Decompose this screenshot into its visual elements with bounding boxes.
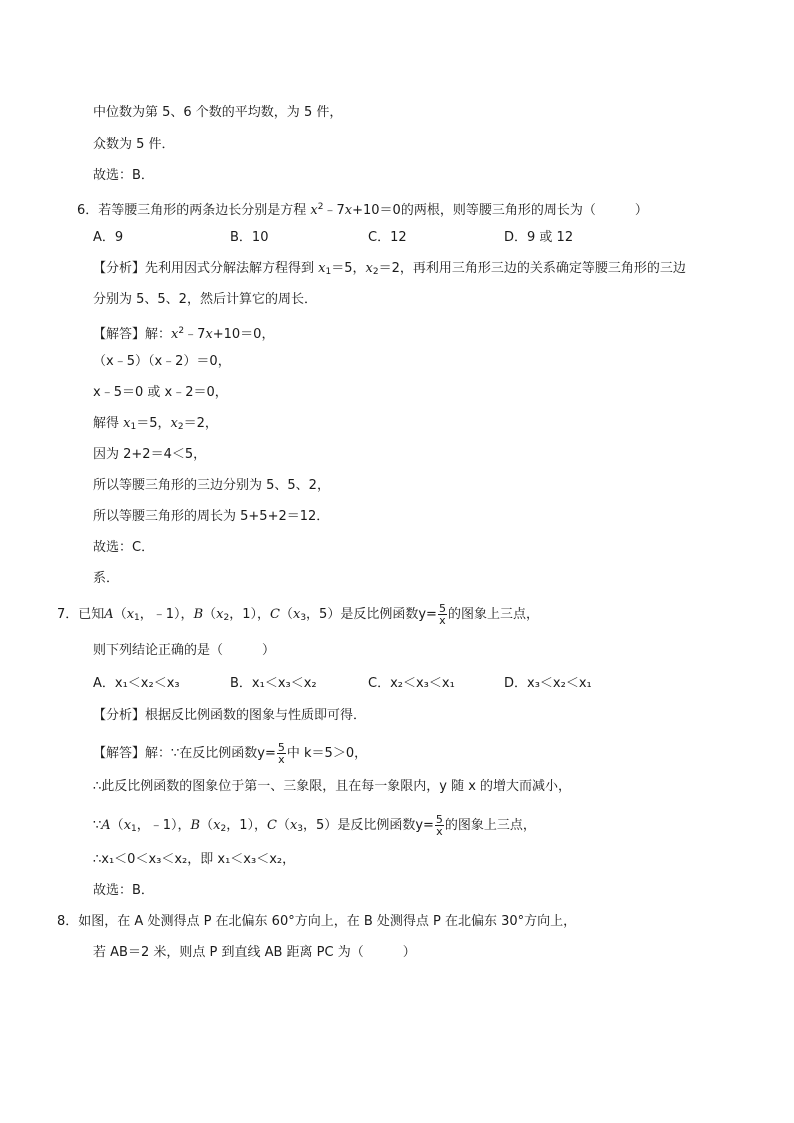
q6-stem-pre: 若等腰三角形的两条边长分别是方程 xyxy=(98,203,311,218)
q8-stem-line1 xyxy=(57,914,576,930)
q6-step-roots-values: $x_1=5$，$x_2=2$， xyxy=(123,416,218,432)
q6-option-d: D．9 或 12 xyxy=(504,230,574,245)
q8-stem-line2: 若 AB＝2 米，则点 P 到直线 AB 距离 PC 为（ ） xyxy=(93,945,416,960)
median-line: 中位数为第 5、6 个数的平均数，为 5 件， xyxy=(93,105,343,120)
q7-solution-points-post: 是反比例函数 xyxy=(337,818,416,833)
q6-solution xyxy=(93,323,274,343)
q7-solution-points-end: 的图象上三点， xyxy=(444,818,536,833)
q6-step-perimeter: 所以等腰三角形的周长为 5+5+2＝12． xyxy=(93,509,330,524)
q7-solution-mid: 中 k＝5＞0， xyxy=(286,746,368,761)
q7-analysis xyxy=(93,708,366,724)
q7-solution xyxy=(93,742,367,765)
q7-solution-points-function: y= $\frac{5}{x}$ xyxy=(415,813,443,838)
q6-analysis-roots: $x_1=5$，$x_2=2$， xyxy=(318,261,413,277)
q6-step-split: x﹣5＝0 或 x﹣2＝0， xyxy=(93,385,228,400)
q8-number: 8． xyxy=(57,914,79,929)
q7-analysis-text: 根据反比例函数的图象与性质即可得． xyxy=(145,708,367,723)
q6-analysis-cont: 分别为 5、5、2，然后计算它的周长． xyxy=(93,292,317,307)
q6-equation: $x^2﹣7x+10=0$ xyxy=(310,202,401,218)
q6-step-roots xyxy=(93,416,218,435)
q7-solution-quadrant: ∴此反比例函数的图象位于第一、三象限，且在每一象限内，y 随 x 的增大而减小， xyxy=(93,779,572,794)
q6-option-a: A．9 xyxy=(93,230,124,245)
q7-stem-line2: 则下列结论正确的是（ ） xyxy=(93,643,276,658)
q6-analysis xyxy=(93,261,686,280)
mode-line: 众数为 5 件． xyxy=(93,137,175,152)
q6-analysis-tag: 【分析】 xyxy=(93,261,146,276)
q7-points: $A(x_1$，﹣1），$B(x_2$，1），$C(x_3$，5） xyxy=(104,607,341,623)
q6-option-c: C．12 xyxy=(368,230,407,245)
q7-stem-end: 的图象上三点， xyxy=(447,607,539,622)
q7-function: y= $\frac{5}{x}$ xyxy=(418,602,446,627)
q7-answer: 故选：B． xyxy=(93,883,154,898)
q7-stem-pre: 已知 xyxy=(78,607,105,622)
q7-analysis-tag: 【分析】 xyxy=(93,708,146,723)
q6-analysis-text-1: 先利用因式分解法解方程得到 xyxy=(145,261,315,276)
q6-step-sides: 所以等腰三角形的三边分别为 5、5、2， xyxy=(93,478,330,493)
q7-stem xyxy=(57,603,539,626)
q6-stray-text: 系． xyxy=(93,571,120,586)
q6-number: 6． xyxy=(77,203,99,218)
q6-solution-equation: $x^2﹣7x+10=0$， xyxy=(171,326,275,342)
q8-line1-text: 如图，在 A 处测得点 P 在北偏东 60°方向上，在 B 处测得点 P 在北偏东 30°方向上， xyxy=(78,914,577,929)
q7-solution-function: y= $\frac{5}{x}$ xyxy=(257,741,285,766)
q6-option-b: B．10 xyxy=(230,230,269,245)
q7-solution-lead: 解：∵在反比例函数 xyxy=(145,746,258,761)
q7-solution-tag: 【解答】 xyxy=(93,746,146,761)
prev-answer: 故选：B． xyxy=(93,168,154,183)
q7-number: 7． xyxy=(57,607,79,622)
q7-solution-conclusion: ∴x₁＜0＜x₃＜x₂，即 x₁＜x₃＜x₂， xyxy=(93,852,296,867)
q7-solution-points-list: $\because A(x_1$，﹣1），$B(x_2$，1），$C(x_3$，5） xyxy=(93,818,338,834)
q6-step-factored: （x﹣5）（x﹣2）＝0， xyxy=(93,354,231,369)
q7-stem-post: 是反比例函数 xyxy=(340,607,419,622)
q6-solution-lead: 解： xyxy=(145,327,172,342)
q6-analysis-text-2: 再利用三角形三边的关系确定等腰三角形的三边 xyxy=(412,261,686,276)
q7-option-b: B．x₁＜x₃＜x₂ xyxy=(230,676,317,691)
q6-step-roots-lead: 解得 xyxy=(93,416,124,431)
q6-stem xyxy=(77,199,648,219)
q6-stem-post: 的两根，则等腰三角形的周长为（ ） xyxy=(400,203,648,218)
q6-answer: 故选：C． xyxy=(93,540,155,555)
q6-step-triangle: 因为 2+2＝4＜5， xyxy=(93,447,207,462)
q7-option-d: D．x₃＜x₂＜x₁ xyxy=(504,676,592,691)
q6-solution-tag: 【解答】 xyxy=(93,327,146,342)
q7-option-c: C．x₂＜x₃＜x₁ xyxy=(368,676,455,691)
q7-solution-points xyxy=(93,814,536,837)
q7-option-a: A．x₁＜x₂＜x₃ xyxy=(93,676,180,691)
